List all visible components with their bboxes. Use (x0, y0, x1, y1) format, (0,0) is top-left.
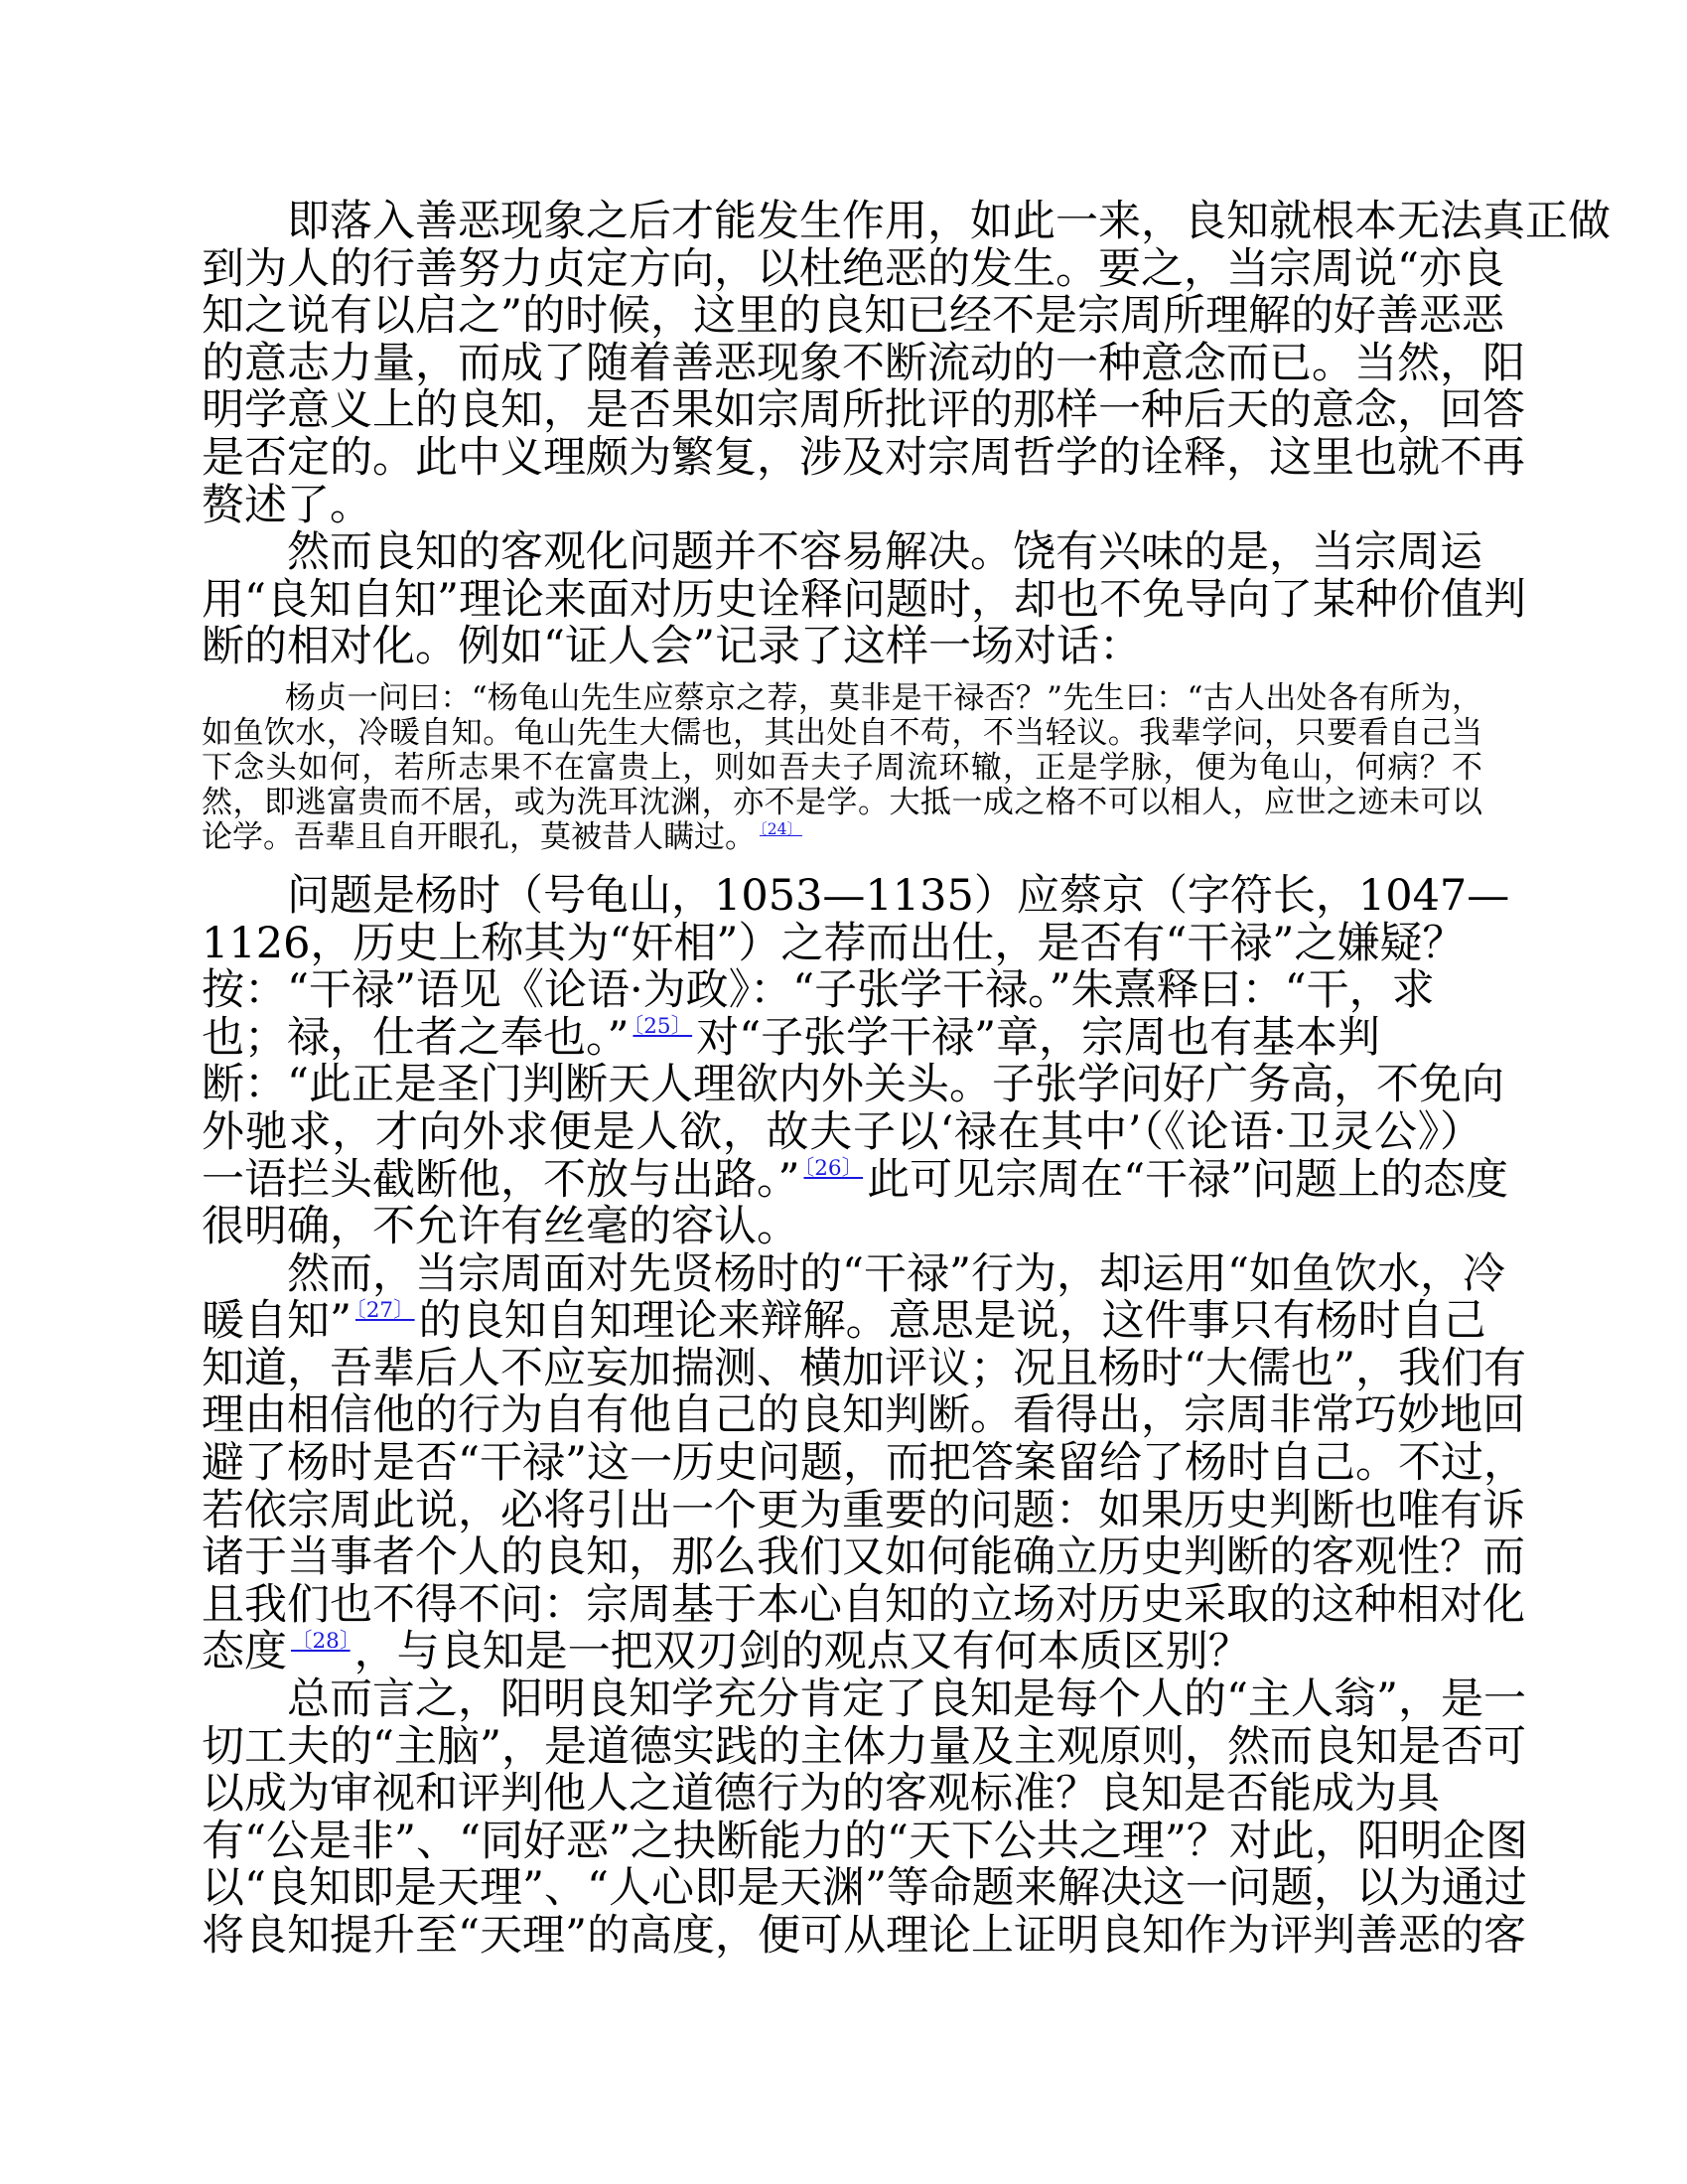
text-line (202, 624, 1482, 671)
text-segment: 暖自知” (202, 1296, 351, 1347)
text-segment: 然，即逃富贵而不居，或为洗耳沈渊，亦不是学。大抵一成之格不可以相人，应世之迹未可以 (202, 784, 1482, 820)
text-segment: 此可见宗周在“干禄”问题上的态度 (867, 1154, 1509, 1205)
text-line (202, 716, 1482, 751)
text-segment: 到为人的行善努力贞定方向，以杜绝恶的发生。要之，当宗周说“亦良 (202, 243, 1504, 294)
text-segment: 很明确，不允许有丝毫的容认。 (202, 1202, 799, 1252)
text-segment: 然而良知的客观化问题并不容易解决。饶有兴味的是，当宗周运 (287, 527, 1482, 578)
footnote-link[interactable]: 〔25〕 (633, 1014, 693, 1040)
paragraph (202, 870, 1510, 1252)
paragraph (202, 1674, 1528, 1961)
text-line (202, 1060, 1504, 1110)
text-segment: 断：“此正是圣门判断天人理欲内外关头。子张学问好广务高，不免向 (202, 1060, 1504, 1110)
text-segment: 切工夫的“主脑”，是道德实践的主体力量及主观原则，然而良知是否可 (202, 1721, 1526, 1772)
paragraph (202, 1248, 1526, 1677)
text-segment: 避了杨时是否“干禄”这一历史问题，而把答案留给了杨时自己。不过， (202, 1438, 1526, 1489)
text-line (202, 432, 1525, 483)
text-line (202, 1721, 1526, 1772)
text-segment: 知之说有以启之”的时候，这里的良知已经不是宗周所理解的好善恶恶 (202, 291, 1504, 342)
paragraph (202, 197, 1611, 530)
text-line (202, 681, 1482, 716)
footnote-link[interactable]: 〔24〕 (760, 819, 802, 838)
text-line (202, 1012, 1482, 1063)
block-quote (202, 681, 1482, 855)
document-body (202, 197, 1611, 1961)
text-segment: 断的相对化。例如“证人会”记录了这样一场对话： (202, 622, 1142, 672)
text-segment: 即落入善恶现象之后才能发生作用，如此一来，良知就根本无法真正做 (287, 197, 1611, 246)
text-line (202, 820, 1482, 855)
text-line (202, 529, 1482, 577)
text-segment: 的良知自知理论来辩解。意思是说，这件事只有杨时自己 (418, 1296, 1486, 1347)
text-line (202, 1296, 1486, 1347)
text-segment: 按：“干禄”语见《论语·为政》：“子张学干禄。”朱熹释曰：“干，求 (202, 965, 1435, 1016)
footnote-link[interactable]: 〔27〕 (354, 1298, 415, 1324)
text-segment: 论学。吾辈且自开眼孔，莫被昔人瞒过。 (202, 818, 756, 855)
text-segment: 一语拦头截断他，不放与出路。” (202, 1154, 800, 1205)
text-line (202, 1106, 1482, 1157)
text-line (202, 1863, 1527, 1914)
text-line (202, 574, 1526, 625)
text-line (202, 1629, 1482, 1676)
text-line (202, 1911, 1526, 1961)
text-line (202, 918, 1482, 968)
text-line (202, 967, 1482, 1015)
paragraph (202, 527, 1526, 672)
text-line (202, 1438, 1526, 1489)
text-line (202, 870, 1510, 921)
text-line (202, 1204, 1482, 1251)
text-segment: 赘述了。 (202, 480, 372, 530)
text-segment: 对“子张学干禄”章，宗周也有基本判 (696, 1012, 1381, 1063)
text-line (202, 1390, 1525, 1441)
text-segment: 理由相信他的行为自有他自己的良知判断。看得出，宗周非常巧妙地回 (202, 1390, 1525, 1441)
text-line (202, 786, 1482, 820)
text-segment: 用“良知自知”理论来面对历史诠释问题时，却也不免导向了某种价值判 (202, 574, 1526, 625)
text-segment: 以成为审视和评判他人之道德行为的客观标准？良知是否能成为具 (202, 1769, 1440, 1820)
text-segment: 外驰求，才向外求便是人欲，故夫子以‘禄在其中’（《论语·卫灵公》） (202, 1106, 1482, 1157)
text-segment: 下念头如何，若所志果不在富贵上，则如吾夫子周流环辙，正是学脉，便为龟山，何病？不 (202, 749, 1482, 786)
text-line (202, 480, 1482, 530)
text-line (202, 1343, 1526, 1393)
text-line (202, 197, 1611, 246)
text-segment: 1126，历史上称其为“奸相”）之荐而出仕，是否有“干禄”之嫌疑？ (202, 918, 1466, 968)
text-segment: 若依宗周此说，必将引出一个更为重要的问题：如果历史判断也唯有诉 (202, 1485, 1525, 1535)
text-segment: 如鱼饮水，冷暖自知。龟山先生大儒也，其出处自不苟，不当轻议。我辈学问，只要看自己当 (202, 714, 1482, 751)
text-line (202, 1154, 1509, 1205)
text-segment: 以“良知即是天理”、“人心即是天渊”等命题来解决这一问题，以为通过 (202, 1863, 1527, 1914)
text-segment: 且我们也不得不问：宗周基于本心自知的立场对历史采取的这种相对化 (202, 1579, 1525, 1630)
text-segment: ，与良知是一把双刃剑的观点又有何本质区别？ (353, 1627, 1251, 1677)
text-segment: 有“公是非”、“同好恶”之抉断能力的“天下公共之理”？对此，阳明企图 (202, 1816, 1528, 1866)
text-segment: 问题是杨时（号龟山，1053—1135）应蔡京（字符长，1047— (287, 870, 1510, 921)
text-segment: 将良知提升至“天理”的高度，便可从理论上证明良知作为评判善恶的客 (202, 1911, 1526, 1961)
text-line (202, 1816, 1528, 1866)
text-segment: 明学意义上的良知，是否果如宗周所批评的那样一种后天的意念，回答 (202, 385, 1525, 436)
text-line (202, 751, 1482, 786)
footnote-link[interactable]: 〔28〕 (291, 1629, 351, 1655)
footnote-link[interactable]: 〔26〕 (803, 1156, 864, 1182)
text-segment: 诸于当事者个人的良知，那么我们又如何能确立历史判断的客观性？而 (202, 1532, 1525, 1583)
text-line (202, 1485, 1525, 1535)
text-line (202, 1532, 1525, 1583)
text-line (202, 1771, 1482, 1819)
text-line (202, 385, 1525, 436)
text-segment: 知道，吾辈后人不应妄加揣测、横加评议；况且杨时“大儒也”，我们有 (202, 1343, 1526, 1393)
text-line (202, 243, 1504, 294)
text-segment: 总而言之，阳明良知学充分肯定了良知是每个人的“主人翁”，是一 (287, 1674, 1526, 1725)
text-segment: 也；禄，仕者之奉也。” (202, 1012, 630, 1063)
text-segment: 杨贞一问曰：“杨龟山先生应蔡京之荐，莫非是干禄否？”先生曰：“古人出处各有所为， (285, 679, 1482, 716)
text-segment: 是否定的。此中义理颇为繁复，涉及对宗周哲学的诠释，这里也就不再 (202, 432, 1525, 483)
text-line (202, 1248, 1505, 1299)
text-segment: 然而，当宗周面对先贤杨时的“干禄”行为，却运用“如鱼饮水，冷 (287, 1248, 1505, 1299)
text-segment: 的意志力量，而成了随着善恶现象不断流动的一种意念而已。当然，阳 (202, 338, 1525, 388)
text-segment: 态度 (202, 1627, 287, 1677)
text-line (202, 1674, 1526, 1725)
text-line (202, 338, 1525, 388)
text-line (202, 1579, 1525, 1630)
text-line (202, 291, 1504, 342)
